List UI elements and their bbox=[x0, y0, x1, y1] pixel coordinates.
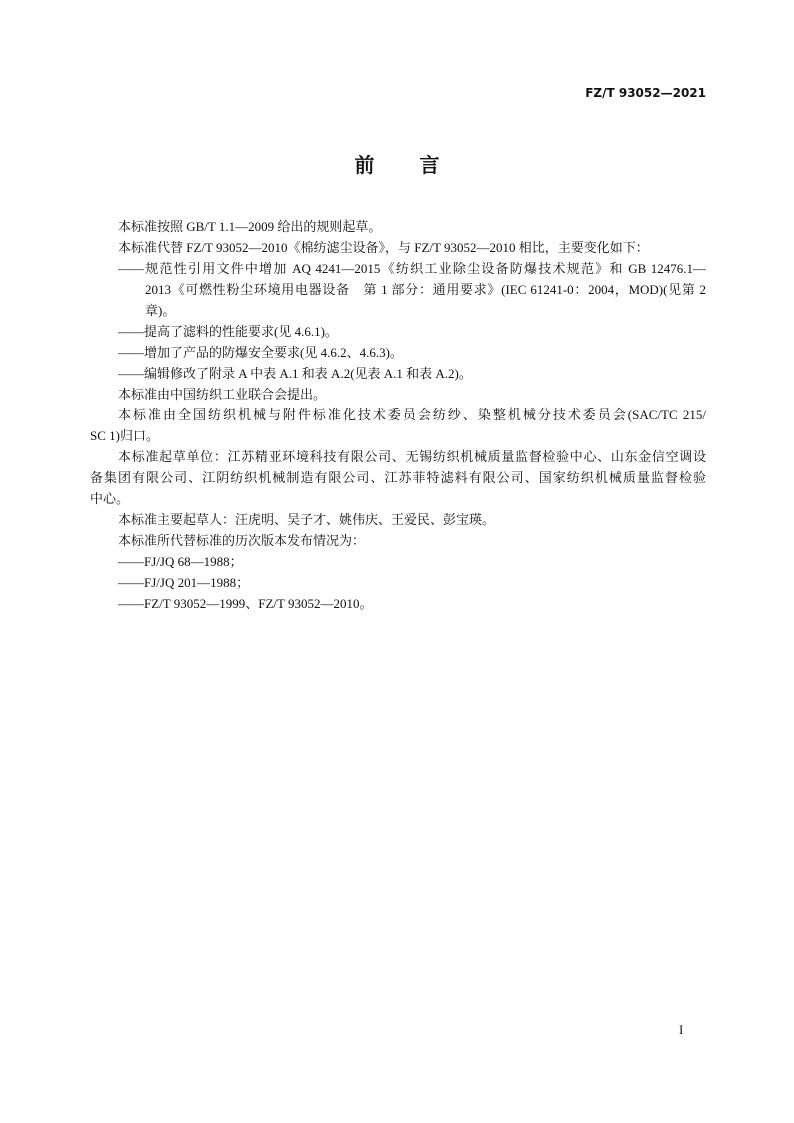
list-item-edition bbox=[90, 573, 706, 594]
paragraph-replacement bbox=[90, 238, 706, 259]
paragraph-line: 本标准按照 GB/T 1.1—2009 给出的规则起草。 bbox=[118, 219, 382, 234]
paragraph-line: 备集团有限公司、江阴纺织机械制造有限公司、江苏菲特滤料有限公司、国家纺织机械质量监督检验 bbox=[90, 470, 706, 486]
paragraph-line: 本标准代替 FZ/T 93052—2010《棉纺滤尘设备》，与 FZ/T 93052—2010 相比，主要变化如下： bbox=[118, 239, 649, 255]
paragraph-drafting-rules bbox=[90, 217, 706, 238]
paragraph-proposer bbox=[90, 385, 706, 406]
page-title: 前 言 bbox=[354, 153, 452, 177]
list-item-edition bbox=[90, 552, 706, 573]
standard-number: FZ/T 93052—2021 bbox=[585, 86, 706, 100]
list-item-line: ——增加了产品的防爆安全要求(见 4.6.2、4.6.3)。 bbox=[118, 344, 403, 360]
paragraph-line: 本标准由全国纺织机械与附件标准化技术委员会纺纱、染整机械分技术委员会(SAC/TC 215/ bbox=[118, 407, 706, 423]
page-number: I bbox=[679, 1022, 684, 1037]
list-item-line: ——编辑修改了附录 A 中表 A.1 和表 A.2(见表 A.1 和表 A.2)。 bbox=[118, 365, 472, 381]
list-item-line: 章)。 bbox=[145, 302, 176, 318]
paragraph-drafting-units bbox=[90, 447, 706, 510]
list-item-line: ——FJ/JQ 68—1988； bbox=[118, 554, 243, 569]
list-item-line: 2013《可燃性粉尘环境用电器设备 第 1 部分：通用要求》(IEC 61241-0：2004，MOD)(见第 2 bbox=[145, 281, 706, 297]
paragraph-line: 本标准起草单位：江苏精亚环境科技有限公司、无锡纺织机械质量监督检验中心、山东金信空调设 bbox=[118, 449, 706, 465]
paragraph-technical-committee bbox=[90, 405, 706, 447]
list-item-line: ——FZ/T 93052—1999、FZ/T 93052—2010。 bbox=[118, 595, 373, 611]
paragraph-line: 本标准所代替标准的历次版本发布情况为： bbox=[118, 533, 366, 549]
list-item-annex-tables bbox=[90, 364, 706, 385]
list-item-line: ——规范性引用文件中增加 AQ 4241—2015《纺织工业除尘设备防爆技术规范》和 GB 12476.1— bbox=[118, 260, 706, 276]
list-item-explosion-safety bbox=[90, 343, 706, 364]
paragraph-line: 中心。 bbox=[90, 491, 130, 507]
list-item-line: ——提高了滤料的性能要求(见 4.6.1)。 bbox=[118, 323, 338, 339]
paragraph-line: 本标准由中国纺织工业联合会提出。 bbox=[118, 386, 327, 402]
foreword-body bbox=[90, 217, 706, 615]
paragraph-previous-editions bbox=[90, 531, 706, 552]
paragraph-drafters bbox=[90, 510, 706, 531]
list-item-normative-references bbox=[90, 259, 706, 322]
paragraph-line: 本标准主要起草人：汪虎明、吴子才、姚伟庆、王爱民、彭宝瑛。 bbox=[118, 512, 496, 528]
list-item-filter-performance bbox=[90, 322, 706, 343]
paragraph-line: SC 1)归口。 bbox=[90, 428, 159, 444]
list-item-line: ——FJ/JQ 201—1988； bbox=[118, 574, 250, 590]
list-item-edition bbox=[90, 594, 706, 615]
